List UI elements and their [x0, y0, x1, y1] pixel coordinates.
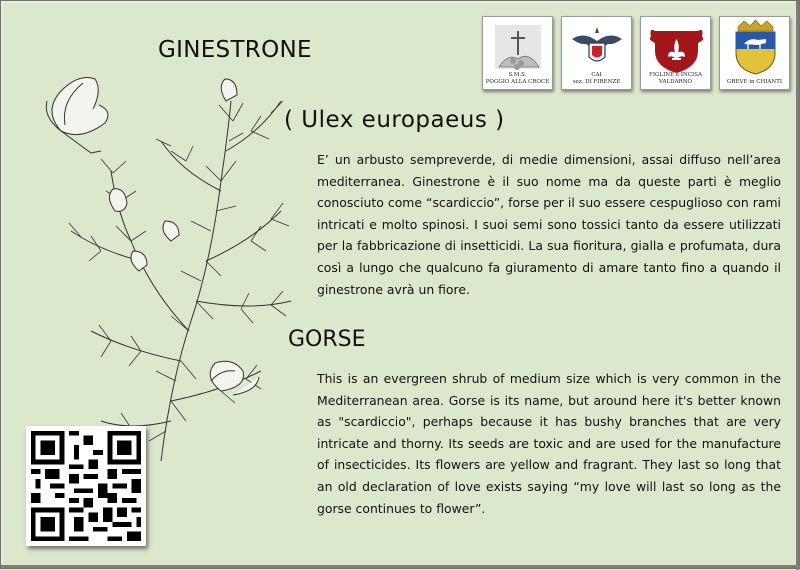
logo-caption: S.M.S. POGGIO ALLA CROCE	[485, 72, 550, 85]
latin-name: ( Ulex europaeus )	[284, 107, 505, 133]
flower-icon	[46, 78, 108, 154]
page-title-italian: GINESTRONE	[158, 37, 312, 63]
description-english: This is an evergreen shrub of medium size which is very common in the Mediterranean area. Gorse is its name, but around here it's better known as "scardiccio", perhaps because it has bushy branches that are very intricate and thorny. Its seeds are toxic and are used for the manufacture of insecticides. Its flowers are yellow and fragrant. They last so long that an old declaration of love exists saying “my love will last so long as the gorse continues to flower”.	[317, 371, 781, 516]
gorse-illustration	[21, 61, 311, 481]
qr-code[interactable]	[26, 426, 146, 546]
logo-greve-chianti	[719, 16, 790, 90]
flower-icon	[210, 361, 259, 395]
frame-shadow-bottom	[1, 565, 800, 568]
description-italian: E’ un arbusto sempreverde, di medie dimensioni, assai diffuso nell’area mediterranea. Ginestrone è il suo nome ma da queste parti è meglio conosciuto come “scardiccio”, forse per il suo essere cespuglioso con rami intricati e molto spinosi. I suoi semi sono tossici tanto da essere utilizzati per la fabbricazione di insetticidi. La sua fioritura, gialla e profumata, dura così a lungo che qualcuno fa giuramento di amare tanto fino a quando il ginestrone avrà un fiore.	[317, 152, 781, 297]
logo-cai-firenze	[561, 16, 632, 90]
logo-caption: FIGLINE e INCISA VALDARNO	[649, 72, 702, 85]
page-title-english: GORSE	[288, 327, 366, 352]
logo-caption: CAI sez. DI FIRENZE	[572, 72, 621, 85]
partner-logos	[482, 16, 790, 90]
logo-caption: GREVE in CHIANTI	[726, 78, 783, 85]
logo-figline-incisa	[640, 16, 711, 90]
logo-sms-poggio	[482, 16, 553, 90]
frame-shadow-right	[796, 1, 799, 570]
